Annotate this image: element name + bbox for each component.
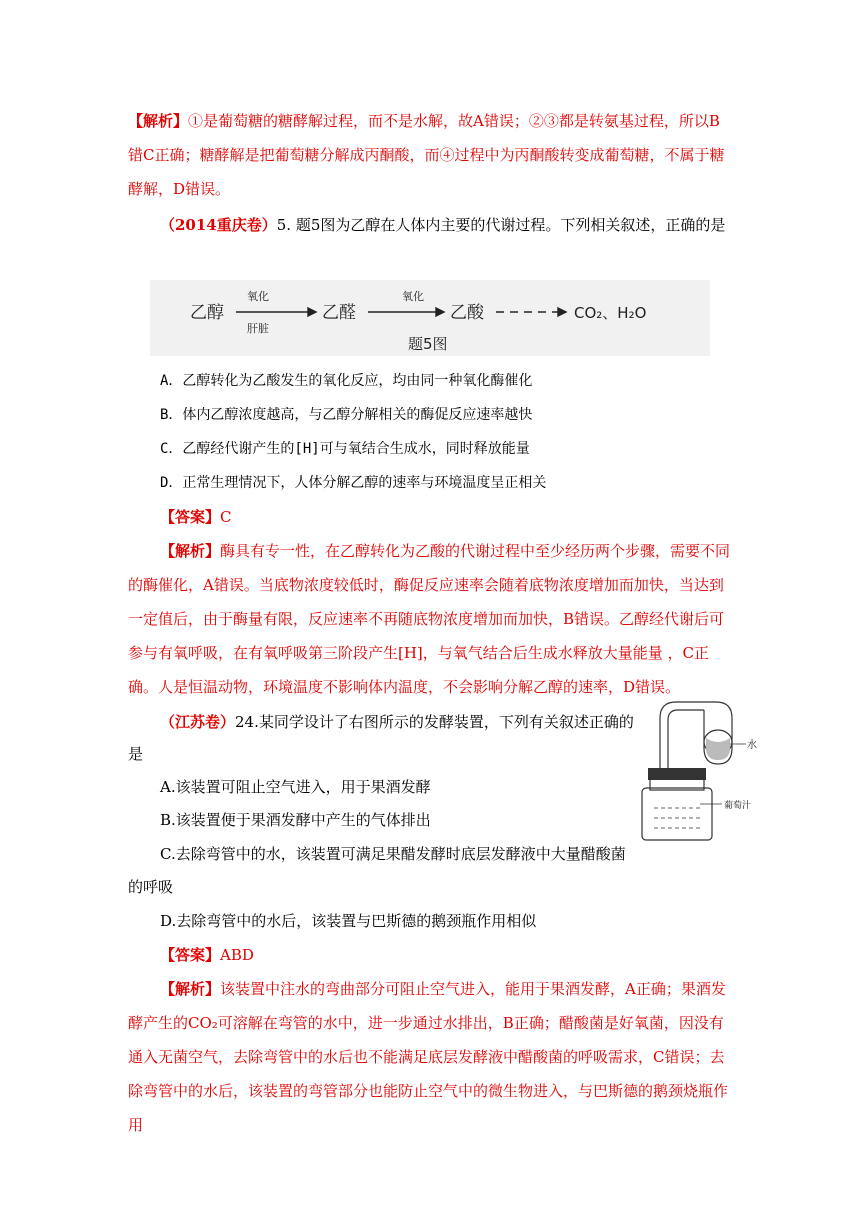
q3-source: （江苏卷） xyxy=(160,713,236,731)
q2-answer xyxy=(160,500,232,534)
label-juice: 葡萄汁 xyxy=(724,801,752,811)
metabolism-diagram xyxy=(150,280,710,356)
q1-analysis-text: ①是葡萄糖的糖酵解过程，而不是水解，故A错误；②③都是转氨基过程，所以B错C正确；糖酵解是把葡萄糖分解成丙酮酸，而④过程中为丙酮酸转变成葡萄糖，不属于糖酵解，D错误。 xyxy=(128,112,725,198)
q2-stem-text: 5. 题5图为乙醇在人体内主要的代谢过程。下列相关叙述，正确的是 xyxy=(276,216,726,234)
q1-analysis xyxy=(128,104,734,206)
q3-stem-text: 24.某同学设计了右图所示的发酵装置，下列有关叙述正确的 xyxy=(235,713,634,731)
q3-option-d: D.去除弯管中的水后，该装置与巴斯德的鹅颈瓶作用相似 xyxy=(160,912,537,930)
q3-option-a: A.该装置可阻止空气进入，用于果酒发酵 xyxy=(160,778,431,796)
arrow2-head xyxy=(436,308,444,316)
jiexi-tag: 【解析】 xyxy=(160,542,221,560)
arrow1-bottom-label: 肝脏 xyxy=(247,322,269,335)
trap-water xyxy=(706,738,730,760)
bottle-cap xyxy=(648,768,706,780)
q3-analysis-text: 该装置中注水的弯曲部分可阻止空气进入，能用于果酒发酵，A正确；果酒发酵产生的CO₂可溶解在弯管的水中，进一步通过水排出，B正确；醋酸菌是好氧菌，因没有通入无菌空气，去除弯管中的水后也不能满足底层发酵液中醋酸菌的呼吸需求，C错误；去除弯管中的水后，该装置的弯管部分也能防止空气中的微生物进入，与巴斯德的鹅颈烧瓶作用 xyxy=(128,980,729,1134)
q2-option-a: A．乙醇转化为乙酸发生的氧化反应，均由同一种氧化酶催化 xyxy=(160,373,533,389)
q2-option-c: C．乙醇经代谢产生的[H]可与氧结合生成水，同时释放能量 xyxy=(160,441,530,457)
node-ethanol: 乙醇 xyxy=(190,303,224,323)
bent-tube xyxy=(660,702,704,774)
q3-option-b: B.该装置便于果酒发酵中产生的气体排出 xyxy=(160,811,431,829)
fermentation-apparatus xyxy=(634,692,764,842)
label-water: 水 xyxy=(747,740,757,751)
q3-answer xyxy=(160,938,254,972)
node-acetic-acid: 乙酸 xyxy=(450,303,484,323)
bent-tube-inner xyxy=(668,710,704,774)
q3-stem-line1 xyxy=(160,705,634,739)
metabolism-figure xyxy=(150,280,710,356)
jiexi-tag: 【解析】 xyxy=(128,112,189,130)
arrow2-top-label: 氧化 xyxy=(402,290,424,303)
jiexi-tag: 【解析】 xyxy=(160,980,221,998)
arrow1-head xyxy=(308,308,316,316)
q3-option-c-cont: 的呼吸 xyxy=(128,878,174,896)
node-acetaldehyde: 乙醛 xyxy=(322,303,356,323)
q2-source: （2014重庆卷） xyxy=(160,216,277,234)
q3-stem-line2: 是 xyxy=(128,745,144,763)
figure-caption: 题5图 xyxy=(408,335,448,353)
bottle-body xyxy=(642,788,712,840)
q3-analysis xyxy=(128,972,734,1142)
q2-stem xyxy=(128,208,734,242)
q2-answer-value: C xyxy=(220,508,232,526)
answer-tag: 【答案】 xyxy=(160,946,221,964)
q2-option-b: B．体内乙醇浓度越高，与乙醇分解相关的酶促反应速率越快 xyxy=(160,407,533,423)
fermentation-apparatus-figure xyxy=(634,692,764,842)
q3-answer-value: ABD xyxy=(220,946,254,964)
arrow1-top-label: 氧化 xyxy=(247,290,269,303)
arrow3-head xyxy=(558,308,566,316)
q2-option-d: D．正常生理情况下，人体分解乙醇的速率与环境温度呈正相关 xyxy=(160,475,547,491)
q3-option-c: C.去除弯管中的水，该装置可满足果醋发酵时底层发酵液中大量醋酸菌 xyxy=(160,845,626,863)
node-co2-h2o: CO₂、H₂O xyxy=(574,304,647,322)
answer-tag: 【答案】 xyxy=(160,508,221,526)
q2-analysis xyxy=(128,534,734,704)
q2-analysis-text: 酶具有专一性，在乙醇转化为乙酸的代谢过程中至少经历两个步骤，需要不同的酶催化，A错误。当底物浓度较低时，酶促反应速率会随着底物浓度增加而加快，当达到一定值后，由于酶量有限，反应速率不再随底物浓度增加而加快，B错误。乙醇经代谢后可参与有氧呼吸，在有氧呼吸第三阶段产生[H]，与氧气结合后生成水释放大量能量 ，C正确。人是恒温动物，环境温度不影响体内温度，不会影响分解乙醇的速率，D错误。 xyxy=(128,542,731,696)
